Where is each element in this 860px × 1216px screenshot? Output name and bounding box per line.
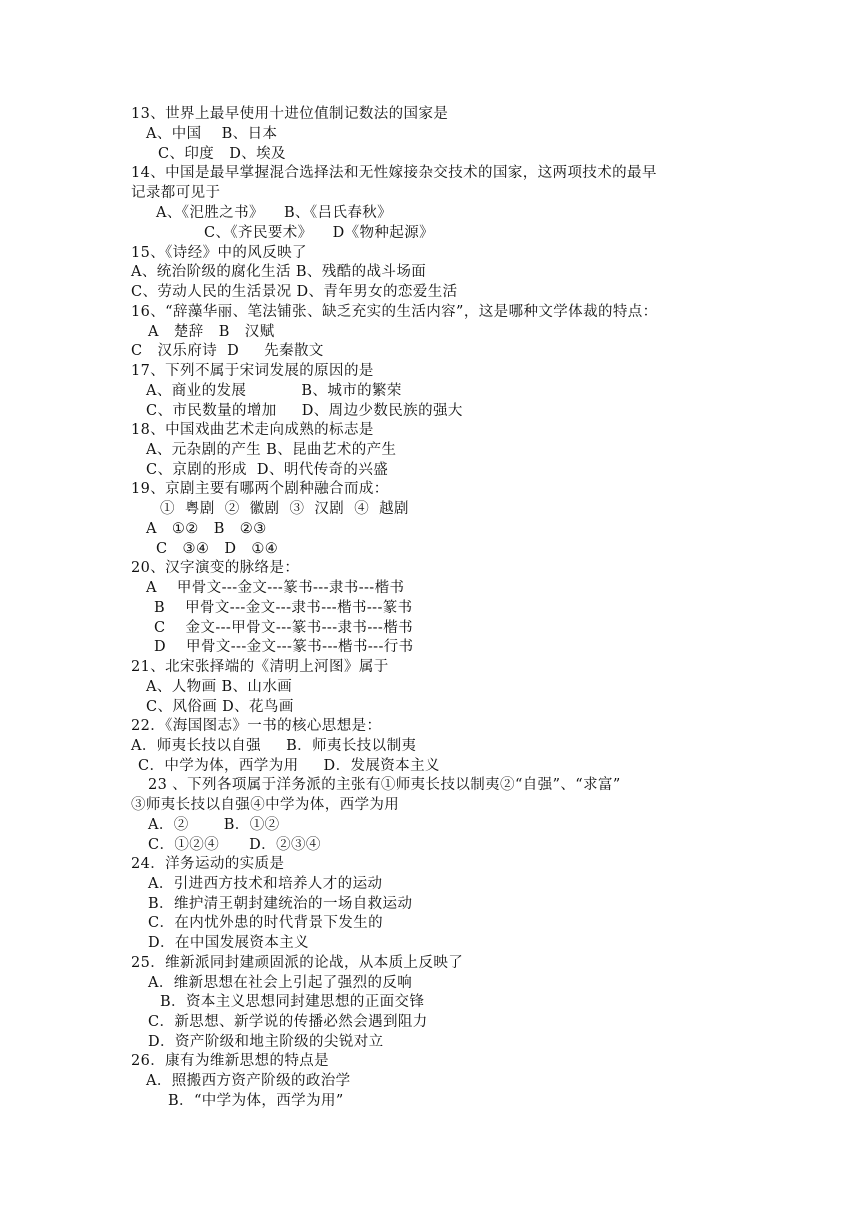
question-13-options-ab: A、中国 B、日本	[146, 126, 278, 142]
question-20-option-c: C 金文---甲骨文---篆书---隶书---楷书	[154, 620, 414, 636]
question-17-options-cd: C、市民数量的增加 D、周边少数民族的强大	[146, 403, 463, 419]
question-24-option-a: A．引进西方技术和培养人才的运动	[148, 876, 383, 892]
question-24-option-b: B．维护清王朝封建统治的一场自救运动	[148, 896, 413, 912]
question-20-option-d: D 甲骨文---金文---篆书---楷书---行书	[154, 639, 414, 655]
question-21-stem: 21、北宋张择端的《清明上河图》属于	[131, 659, 389, 675]
question-17-stem: 17、下列不属于宋词发展的原因的是	[131, 363, 374, 379]
question-26-option-b: B．“中学为体，西学为用”	[168, 1093, 344, 1109]
question-14-options-cd: C、《齐民要术》 D《物种起源》	[204, 225, 435, 241]
question-16-options-ab: A 楚辞 B 汉赋	[148, 324, 275, 340]
question-14-stem: 14、中国是最早掌握混合选择法和无性嫁接杂交技术的国家，这两项技术的最早	[131, 165, 657, 181]
question-18-options-ab: A、元杂剧的产生 B、昆曲艺术的产生	[146, 442, 397, 458]
question-23-options-cd: C．①②④ D．②③④	[148, 837, 321, 853]
question-18-options-cd: C、京剧的形成 D、明代传奇的兴盛	[146, 462, 389, 478]
question-16-stem: 16、“辞藻华丽、笔法铺张、缺乏充实的生活内容”，这是哪种文学体裁的特点：	[131, 304, 658, 320]
question-24-stem: 24．洋务运动的实质是	[131, 856, 285, 872]
question-13-options-cd: C、印度 D、埃及	[158, 146, 286, 162]
question-15-options-ab: A、统治阶级的腐化生活 B、残酷的战斗场面	[131, 264, 427, 280]
question-23-stem-cont: ③师夷长技以自强④中学为体，西学为用	[131, 797, 400, 813]
question-25-option-c: C．新思想、新学说的传播必然会遇到阻力	[148, 1014, 428, 1030]
question-20-option-a: A 甲骨文---金文---篆书---隶书---楷书	[146, 580, 405, 596]
question-25-option-b: B．资本主义思想同封建思想的正面交锋	[160, 994, 425, 1010]
question-21-options-cd: C、风俗画 D、花鸟画	[146, 699, 294, 715]
question-15-stem: 15、《诗经》中的风反映了	[131, 245, 307, 261]
question-20-stem: 20、汉字演变的脉络是：	[131, 560, 300, 576]
question-22-options-cd: C．中学为体，西学为用 D．发展资本主义	[138, 758, 440, 774]
question-24-option-c: C．在内忧外患的时代背景下发生的	[148, 915, 383, 931]
question-22-stem: 22．《海国图志》一书的核心思想是：	[131, 718, 382, 734]
question-21-options-ab: A、人物画 B、山水画	[146, 679, 293, 695]
question-14-stem-cont: 记录都可见于	[131, 185, 221, 201]
question-22-options-ab: A．师夷长技以自强 B．师夷长技以制夷	[131, 738, 417, 754]
question-19-items: ① 粤剧 ② 徽剧 ③ 汉剧 ④ 越剧	[160, 501, 409, 517]
question-25-option-d: D．资产阶级和地主阶级的尖锐对立	[148, 1034, 384, 1050]
question-26-stem: 26．康有为维新思想的特点是	[131, 1053, 330, 1069]
question-13-stem: 13、世界上最早使用十进位值制记数法的国家是	[131, 106, 449, 122]
question-14-options-ab: A、《汜胜之书》 B、《吕氏春秋》	[156, 205, 393, 221]
question-15-options-cd: C、劳动人民的生活景况 D、青年男女的恋爱生活	[131, 284, 458, 300]
question-19-options-ab: A ①② B ②③	[146, 521, 267, 537]
question-19-options-cd: C ③④ D ①④	[156, 541, 279, 557]
question-25-stem: 25．维新派同封建顽固派的论战，从本质上反映了	[131, 955, 464, 971]
question-23-stem: 23 、下列各项属于洋务派的主张有①师夷长技以制夷②“自强”、“求富”	[148, 777, 621, 793]
question-16-options-cd: C 汉乐府诗 D 先秦散文	[131, 343, 324, 359]
question-20-option-b: B 甲骨文---金文---隶书---楷书---篆书	[154, 600, 413, 616]
question-18-stem: 18、中国戏曲艺术走向成熟的标志是	[131, 422, 374, 438]
question-17-options-ab: A、商业的发展 B、城市的繁荣	[146, 383, 402, 399]
question-19-stem: 19、京剧主要有哪两个剧种融合而成：	[131, 481, 389, 497]
question-25-option-a: A．维新思想在社会上引起了强烈的反响	[148, 975, 413, 991]
question-26-option-a: A．照搬西方资产阶级的政治学	[146, 1073, 351, 1089]
question-24-option-d: D．在中国发展资本主义	[148, 935, 310, 951]
question-23-options-ab: A．② B．①②	[148, 817, 280, 833]
